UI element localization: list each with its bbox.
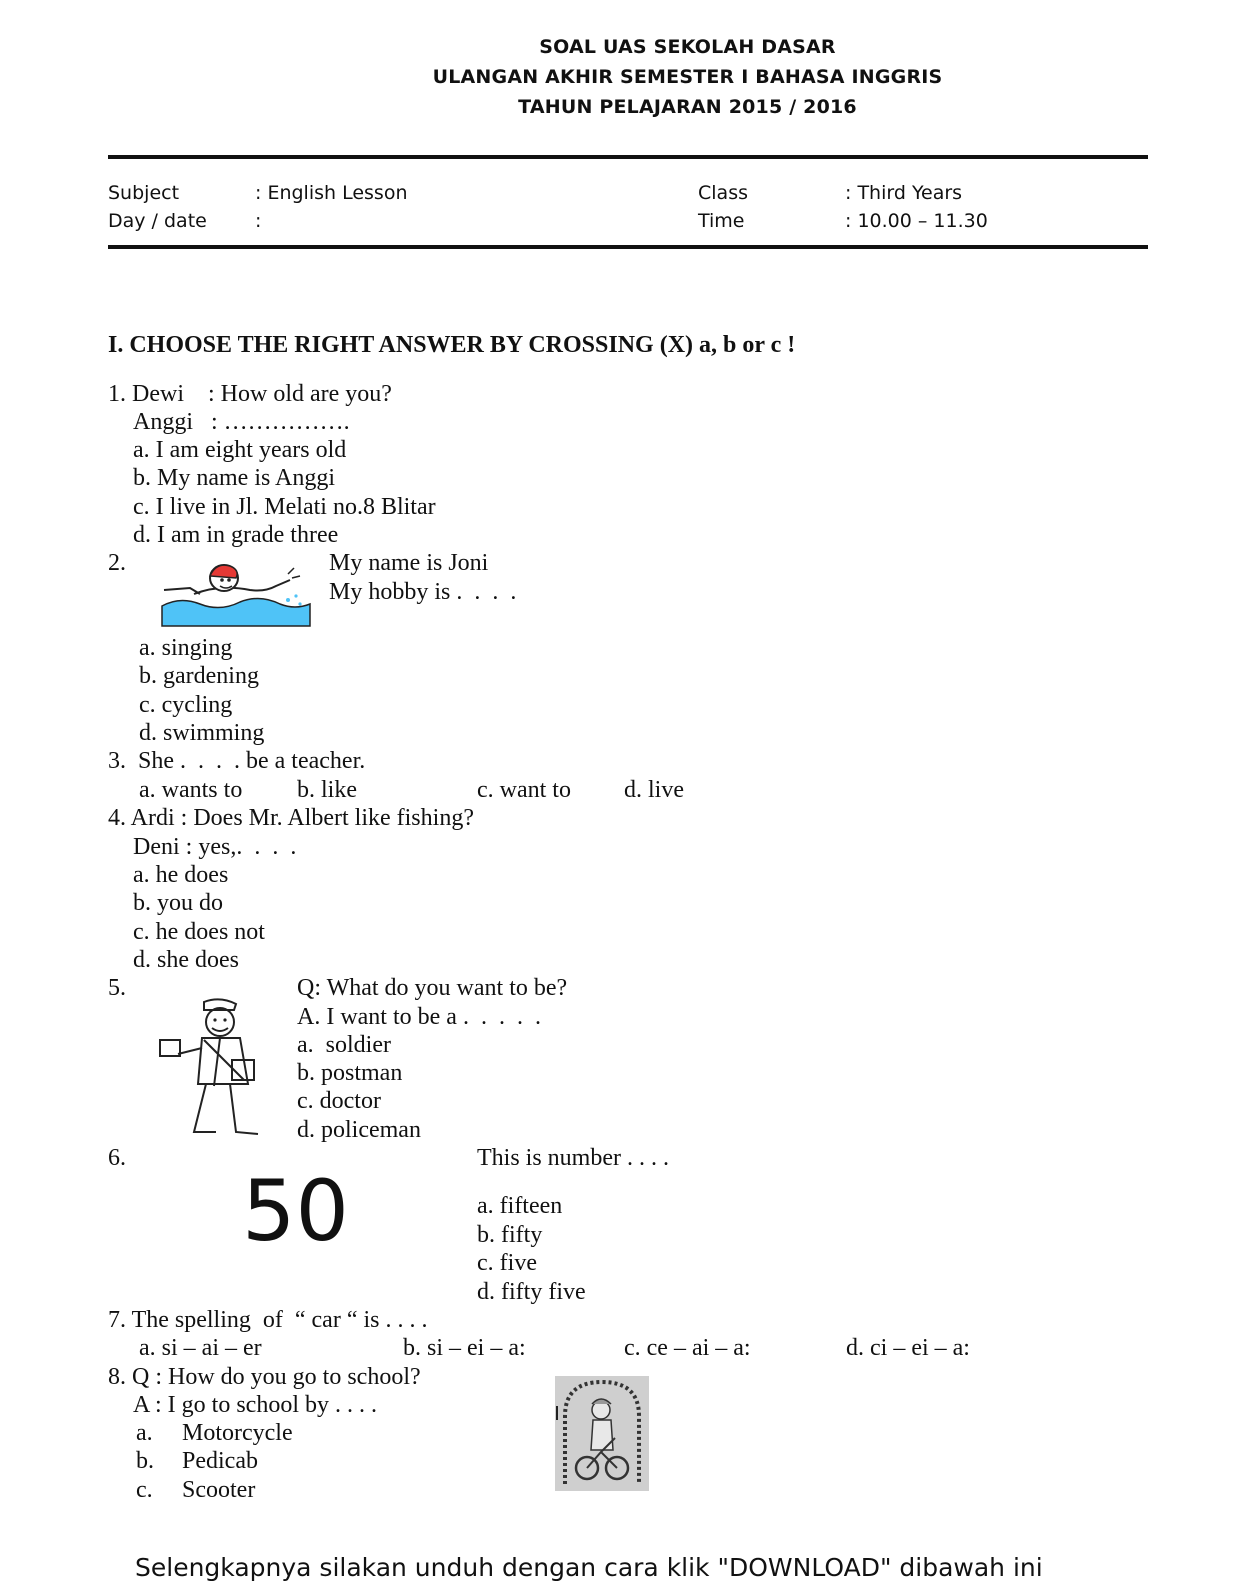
section-title: I. CHOOSE THE RIGHT ANSWER BY CROSSING (X) a, b or c !	[108, 332, 796, 358]
q5-option-b[interactable]: b. postman	[297, 1060, 403, 1086]
class-label: Class	[698, 182, 748, 204]
q8-option-b-letter: b.	[136, 1448, 154, 1474]
q4-line-1: 4. Ardi : Does Mr. Albert like fishing?	[108, 805, 474, 831]
scooter-illustration	[555, 1376, 649, 1491]
q1-option-d[interactable]: d. I am in grade three	[133, 522, 339, 548]
subject-label: Subject	[108, 182, 180, 204]
q7-option-b[interactable]: b. si – ei – a:	[403, 1335, 526, 1361]
q6-question: This is number . . . .	[477, 1145, 669, 1171]
q7-option-a[interactable]: a. si – ai – er	[139, 1335, 262, 1361]
q2-option-a[interactable]: a. singing	[139, 635, 233, 661]
subject-value: : English Lesson	[255, 182, 408, 204]
q6-number-figure: 50	[242, 1162, 349, 1260]
q2-number: 2.	[108, 550, 126, 576]
q8-option-c-letter: c.	[136, 1477, 153, 1503]
q3-option-d[interactable]: d. live	[624, 777, 684, 803]
q8-option-c[interactable]: Scooter	[182, 1477, 256, 1503]
time-value: : 10.00 – 11.30	[845, 210, 988, 232]
swimmer-illustration	[160, 560, 312, 628]
bottom-rule	[108, 245, 1148, 249]
q6-option-d[interactable]: d. fifty five	[477, 1279, 586, 1305]
q1-option-a[interactable]: a. I am eight years old	[133, 437, 347, 463]
q7-question: 7. The spelling of “ car “ is . . . .	[108, 1307, 428, 1333]
q1-line-1: 1. Dewi : How old are you?	[108, 381, 392, 407]
q2-line-1: My name is Joni	[329, 550, 489, 576]
q6-number: 6.	[108, 1145, 126, 1171]
q7-option-c[interactable]: c. ce – ai – a:	[624, 1335, 751, 1361]
q3-option-b[interactable]: b. like	[297, 777, 357, 803]
q5-line-1: Q: What do you want to be?	[297, 975, 568, 1001]
header-line-1: SOAL UAS SEKOLAH DASAR	[539, 36, 836, 58]
q5-option-c[interactable]: c. doctor	[297, 1088, 381, 1114]
q4-line-2: Deni : yes,. . . .	[133, 834, 297, 860]
q2-option-c[interactable]: c. cycling	[139, 692, 233, 718]
footer-download-note: Selengkapnya silakan unduh dengan cara klik "DOWNLOAD" dibawah ini	[135, 1553, 1043, 1582]
q5-option-a[interactable]: a. soldier	[297, 1032, 391, 1058]
day-label: Day / date	[108, 210, 207, 232]
q6-option-c[interactable]: c. five	[477, 1250, 537, 1276]
q8-option-b[interactable]: Pedicab	[182, 1448, 258, 1474]
class-value: : Third Years	[845, 182, 963, 204]
q6-option-a[interactable]: a. fifteen	[477, 1193, 563, 1219]
q4-option-b[interactable]: b. you do	[133, 890, 223, 916]
day-value: :	[255, 210, 262, 232]
time-label: Time	[698, 210, 745, 232]
q1-option-c[interactable]: c. I live in Jl. Melati no.8 Blitar	[133, 494, 436, 520]
q8-line-2: A : I go to school by . . . .	[133, 1392, 377, 1418]
q2-option-b[interactable]: b. gardening	[139, 663, 259, 689]
q6-option-b[interactable]: b. fifty	[477, 1222, 543, 1248]
top-rule	[108, 155, 1148, 159]
q4-option-d[interactable]: d. she does	[133, 947, 239, 973]
q8-option-a-letter: a.	[136, 1420, 153, 1446]
q3-option-a[interactable]: a. wants to	[139, 777, 243, 803]
q3-question: 3. She . . . . be a teacher.	[108, 748, 366, 774]
q2-line-2: My hobby is . . . .	[329, 579, 517, 605]
q4-option-c[interactable]: c. he does not	[133, 919, 265, 945]
q1-option-b[interactable]: b. My name is Anggi	[133, 465, 335, 491]
q7-option-d[interactable]: d. ci – ei – a:	[846, 1335, 970, 1361]
q5-number: 5.	[108, 975, 126, 1001]
q2-option-d[interactable]: d. swimming	[139, 720, 265, 746]
q3-option-c[interactable]: c. want to	[477, 777, 571, 803]
q5-option-d[interactable]: d. policeman	[297, 1117, 421, 1143]
q1-line-2: Anggi : …………….	[133, 409, 350, 435]
header-line-3: TAHUN PELAJARAN 2015 / 2016	[518, 96, 857, 118]
q8-line-1: 8. Q : How do you go to school?	[108, 1364, 421, 1390]
q8-option-a[interactable]: Motorcycle	[182, 1420, 293, 1446]
q4-option-a[interactable]: a. he does	[133, 862, 229, 888]
postman-illustration	[158, 994, 260, 1140]
q5-line-2: A. I want to be a . . . . .	[297, 1004, 541, 1030]
header-line-2: ULANGAN AKHIR SEMESTER I BAHASA INGGRIS	[432, 66, 943, 88]
